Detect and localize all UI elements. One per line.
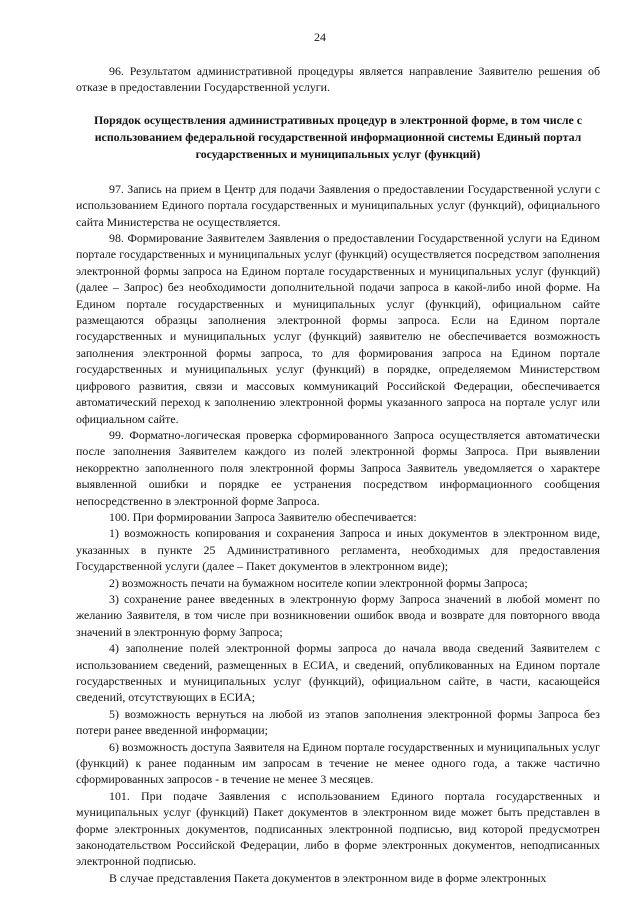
list-item-5: 5) возможность вернуться на любой из этапов заполнения электронной формы Запроса без потери ранее введенной информации; <box>76 706 600 738</box>
list-item-3: 3) сохранение ранее введенных в электронную форму Запроса значений в любой момент по желанию Заявителя, в том числе при возникновении ошибок ввода и возврате для повторного ввода значений в электронную форму Запроса; <box>76 591 600 639</box>
list-item-6: 6) возможность доступа Заявителя на Едином портале государственных и муниципальных услуг (функций) к ранее поданным им запросам в течение не менее одного года, а также частично сформированных запросов - в течение не менее 3 месяцев. <box>76 739 600 787</box>
paragraph-continuation: В случае представления Пакета документов в электронном виде в форме электронных <box>109 870 547 885</box>
paragraph-98: 98. Формирование Заявителем Заявления о предоставлении Государственной услуги на Едином портале государственных и муниципальных услуг (функций) осуществляется посредством заполнения электронной формы запроса на Едином портале государственных и муниципальных услуг (функций) (далее – Запрос) без необходимости дополнительной подачи запроса в какой-либо иной форме. На Едином портале государственных и муниципальных услуг (функций), официальном сайте размещаются образцы заполнения электронной формы запроса. Если на Едином портале государственных и муниципальных услуг (функций) заявителю не обеспечивается возможность заполнения электронной формы запроса, то для формирования запроса на Едином портале государственных и муниципальных услуг (функций) в порядке, определяемом Министерством цифрового развития, связи и массовых коммуникаций Российской Федерации, обеспечивается автоматический переход к заполнению электронной формы указанного запроса на портале услуг или официальном сайте. <box>76 231 600 426</box>
paragraph-100: 100. При формировании Запроса Заявителю обеспечивается: <box>109 509 417 524</box>
section-heading: Порядок осуществления административных процедур в электронной форме, в том числе с использованием федеральной государственной информационной системы Единый портал государственных и муниципальных услуг (функций) <box>93 112 583 161</box>
page-number: 24 <box>314 30 326 44</box>
list-item-2: 2) возможность печати на бумажном носителе копии электронной формы Запроса; <box>109 575 528 590</box>
paragraph-99: 99. Форматно-логическая проверка сформированного Запроса осуществляется автоматически после заполнения Заявителем каждого из полей электронной формы Запроса. При выявлении некорректно заполненного поля электронной формы Запроса Заявитель уведомляется о характере выявленной ошибки и порядке ее устранения посредством информационного сообщения непосредственно в электронной форме Запроса. <box>76 427 600 508</box>
paragraph-101: 101. При подаче Заявления с использованием Единого портала государственных и муниципальных услуг (функций) Пакет документов в электронном виде может быть представлен в форме электронных документов, подписанных электронной подписью, вид которой предусмотрен законодательством Российской Федерации, либо в форме электронных документов, неподписанных электронной подписью. <box>76 788 600 869</box>
paragraph-97: 97. Запись на прием в Центр для подачи Заявления о предоставлении Государственной услуги с использованием Единого портала государственных и муниципальных услуг (функций), официального сайта Министерства не осуществляется. <box>76 181 600 229</box>
list-item-4: 4) заполнение полей электронной формы запроса до начала ввода сведений Заявителем с использованием сведений, размещенных в ЕСИА, и сведений, опубликованных на Едином портале государственных и муниципальных услуг (функций), официальном сайте, в части, касающейся сведений, отсутствующих в ЕСИА; <box>76 641 600 705</box>
paragraph-96: 96. Результатом административной процедуры является направление Заявителю решения об отказе в предоставлении Государственной услуги. <box>76 64 600 95</box>
document-body <box>76 63 600 886</box>
list-item-1: 1) возможность копирования и сохранения Запроса и иных документов в электронном виде, указанных в пункте 25 Административного регламента, необходимых для предоставления Государственной услуги (далее – Пакет документов в электронном виде); <box>76 526 600 574</box>
